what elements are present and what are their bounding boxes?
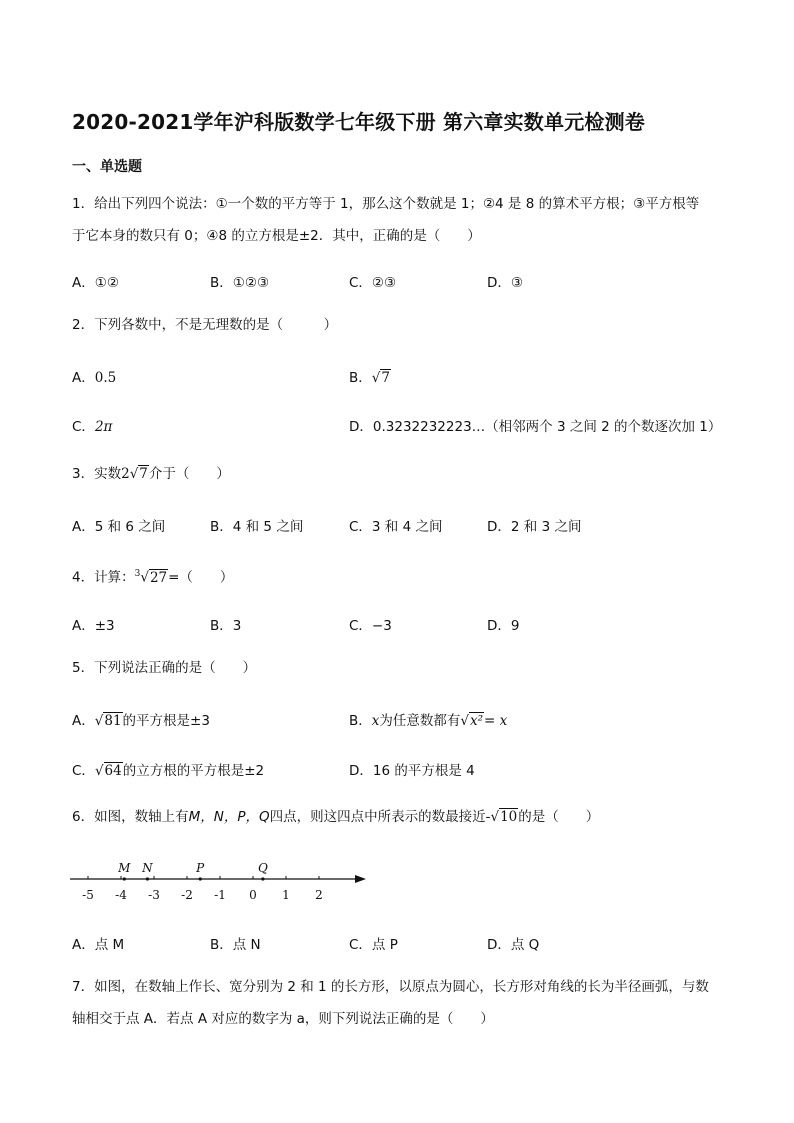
q5-stem: 5．下列说法正确的是（ ）	[72, 660, 257, 676]
q6-option-c: C．点 P	[349, 937, 398, 953]
stem-text: =（ ）	[168, 569, 234, 586]
axis-tick-label: 0	[249, 888, 257, 902]
axis-point-dot	[199, 877, 202, 880]
option-text: = x	[484, 713, 508, 729]
axis-tick-label: -4	[115, 888, 127, 902]
sqrt-expression: √x²	[460, 713, 484, 729]
q7-stem-line1: 7．如图，在数轴上作长、宽分别为 2 和 1 的长方形，以原点为圆心，长方形对角线的长为半径画弧，与数	[72, 979, 709, 995]
axis-point-dot	[261, 877, 264, 880]
axis-tick-label: -2	[181, 888, 193, 902]
axis-tick-label: -5	[82, 888, 94, 902]
q6-option-b: B．点 N	[210, 937, 261, 953]
q7-stem-line2: 轴相交于点 A．若点 A 对应的数字为 a，则下列说法正确的是（ ）	[72, 1011, 494, 1027]
option-text: 的平方根是±3	[122, 713, 210, 729]
q3-option-b: B．4 和 5 之间	[210, 519, 304, 535]
q5-option-c	[72, 759, 264, 779]
sqrt-expression: √81	[94, 713, 122, 729]
variable: x	[371, 713, 380, 729]
q2-stem: 2．下列各数中，不是无理数的是（ ）	[72, 317, 338, 333]
q1-option-d: D．③	[487, 275, 523, 291]
option-text: 为任意数都有	[379, 713, 461, 729]
section-heading: 一、单选题	[72, 159, 142, 175]
axis-tick-label: -1	[214, 888, 226, 902]
q1-option-a: A．①②	[72, 275, 119, 291]
stem-text: 6．如图，数轴上有	[72, 809, 189, 825]
axis-point-label: M	[118, 861, 131, 875]
page-title: 2020-2021学年沪科版数学七年级下册 第六章实数单元检测卷	[72, 110, 645, 134]
axis-tick-label: -3	[148, 888, 160, 902]
stem-text: 3．实数	[72, 466, 122, 482]
sqrt-expression: √7	[129, 466, 148, 482]
axis-point-label: Q	[257, 861, 268, 875]
radicand: 27	[149, 569, 168, 586]
q4-option-d: D．9	[487, 618, 520, 634]
q5-option-a	[72, 709, 210, 729]
q1-option-b: B．①②③	[210, 275, 270, 291]
axis-tick-label: 2	[315, 888, 323, 902]
option-value: 2π	[94, 419, 113, 435]
q1-stem-line2: 于它本身的数只有 0；④8 的立方根是±2．其中，正确的是（ ）	[72, 228, 481, 244]
stem-text: 4．计算：	[72, 569, 135, 586]
q4-option-b: B．3	[210, 618, 242, 634]
number-line-figure	[66, 852, 376, 912]
coefficient: 2	[121, 466, 130, 482]
q1-stem-line1: 1．给出下列四个说法：①一个数的平方等于 1，那么这个数就是 1；②4 是 8 的算术平方根；③平方根等	[72, 196, 700, 212]
axis-point-dot	[123, 877, 126, 880]
option-label: C．	[72, 763, 95, 779]
option-text: 的立方根的平方根是±2	[122, 763, 265, 779]
q4-option-c: C．−3	[349, 618, 392, 634]
axis-point-dot	[146, 877, 149, 880]
axis-points	[117, 861, 268, 881]
radicand: 7	[139, 466, 148, 482]
q2-option-d: D．0.3232232223…（相邻两个 3 之间 2 的个数逐次加 1）	[349, 419, 722, 435]
radicand: 10	[500, 809, 518, 825]
q3-option-c: C．3 和 4 之间	[349, 519, 443, 535]
option-label: B．	[349, 370, 372, 386]
sqrt-expression: √10	[490, 809, 518, 825]
option-label: A．	[72, 713, 95, 729]
q3-stem	[72, 464, 230, 484]
axis-arrow	[355, 875, 366, 883]
q6-option-a: A．点 M	[72, 937, 125, 953]
sqrt-expression: √64	[94, 763, 122, 779]
q5-option-d: D．16 的平方根是 4	[349, 763, 475, 779]
axis-ticks	[82, 876, 323, 902]
radicand: 7	[381, 370, 390, 386]
q4-stem	[72, 564, 233, 588]
q2-option-c	[72, 415, 112, 435]
q5-option-b	[349, 709, 507, 729]
option-value: 0.5	[94, 370, 117, 386]
q2-option-b	[349, 366, 391, 386]
sqrt-expression: √7	[371, 370, 390, 386]
axis-point-label: N	[142, 861, 153, 875]
stem-text: 四点，则这四点中所表示的数最接近-	[269, 809, 491, 825]
stem-text: 介于（ ）	[148, 466, 230, 482]
root-index: 3	[134, 569, 141, 579]
q6-option-d: D．点 Q	[487, 937, 540, 953]
q6-stem	[72, 807, 599, 827]
option-label: A．	[72, 370, 95, 386]
cube-root-expression: $^3$√27	[134, 569, 168, 586]
point-names: M，N，P，Q	[188, 809, 270, 825]
option-label: B．	[349, 713, 372, 729]
option-label: C．	[72, 419, 95, 435]
radicand: 64	[104, 763, 122, 779]
q3-option-a: A．5 和 6 之间	[72, 519, 166, 535]
stem-text: 的是（ ）	[518, 809, 600, 825]
q4-option-a: A．±3	[72, 618, 115, 634]
radicand: x²	[470, 713, 484, 729]
radicand: 81	[104, 713, 122, 729]
axis-tick-label: 1	[282, 888, 290, 902]
q1-option-c: C．②③	[349, 275, 397, 291]
q2-option-a	[72, 366, 116, 386]
q3-option-d: D．2 和 3 之间	[487, 519, 582, 535]
axis-point-label: P	[196, 861, 205, 875]
